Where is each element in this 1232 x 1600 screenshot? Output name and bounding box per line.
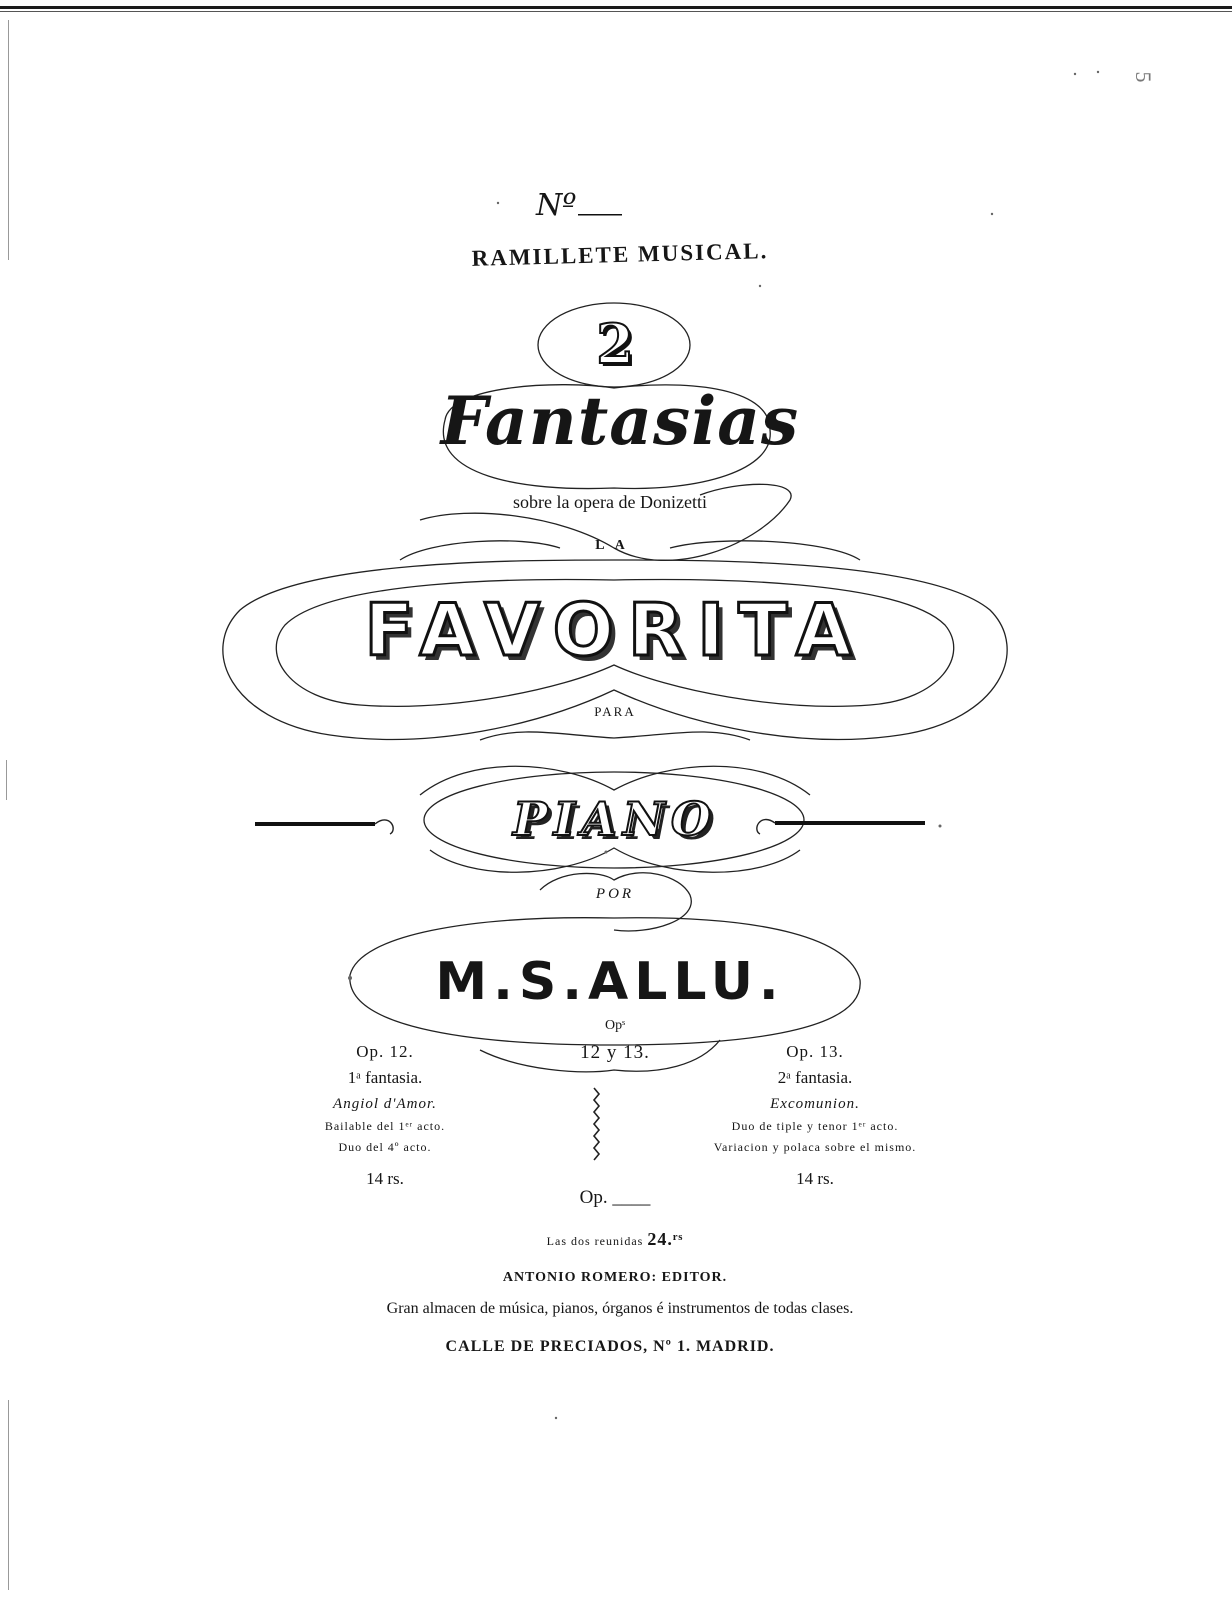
work-kind-title: Fantasias xyxy=(440,382,800,460)
opera-title: FAVORITA xyxy=(364,588,866,672)
right-line-2: Variacion y polaca sobre el mismo. xyxy=(713,1140,917,1154)
para-label: PARA xyxy=(594,704,636,719)
piano-scroll xyxy=(420,766,810,795)
left-price: 14 rs. xyxy=(366,1169,404,1188)
zigzag-divider xyxy=(594,1088,599,1160)
left-opus: Op. 12. xyxy=(356,1042,414,1061)
right-price: 14 rs. xyxy=(796,1169,834,1188)
opus-label: Opˢ xyxy=(604,1018,626,1033)
left-line-1: Bailable del 1ᵉʳ acto. xyxy=(324,1119,446,1133)
right-title: Excomunion. xyxy=(770,1096,860,1112)
shop-description: Gran almacen de música, pianos, órganos é instrumentos de todas clases. xyxy=(386,1300,854,1317)
instrument-title: PIANO xyxy=(513,792,717,846)
composer-name: M.S.ALLU. xyxy=(435,952,785,1012)
left-fantasia: 1ᵃ fantasia. xyxy=(347,1068,423,1087)
por-label: POR xyxy=(595,886,635,902)
number-label: Nº xyxy=(536,188,577,223)
banner-flourish xyxy=(480,732,750,740)
right-rule xyxy=(775,821,925,825)
page-mark: 5 xyxy=(1131,71,1156,83)
opus-blank-label: Op. xyxy=(579,1187,608,1208)
left-title: Angiol d'Amor. xyxy=(333,1096,437,1112)
combined-price-value: 24.ʳˢ xyxy=(647,1229,684,1249)
left-line-2: Duo del 4º acto. xyxy=(338,1140,432,1154)
right-line-1: Duo de tiple y tenor 1ᵉʳ acto. xyxy=(731,1119,899,1133)
opus-numbers: 12 y 13. xyxy=(580,1042,650,1063)
opus-blank: Op. ____ xyxy=(579,1187,651,1208)
series-title: RAMILLETE MUSICAL. xyxy=(471,238,769,271)
publisher: ANTONIO ROMERO: EDITOR. xyxy=(502,1270,728,1285)
right-opus: Op. 13. xyxy=(786,1042,844,1061)
right-work-block xyxy=(700,1042,930,1189)
subtitle: sobre la opera de Donizetti xyxy=(513,492,707,512)
left-work-block xyxy=(270,1042,500,1189)
combined-price xyxy=(460,1229,770,1250)
left-rule-curl xyxy=(375,820,393,834)
left-rule xyxy=(255,822,375,826)
fantasia-count: 2 xyxy=(596,312,634,376)
opera-article: LA xyxy=(595,538,635,553)
combined-price-label: Las dos reunidas xyxy=(546,1234,644,1248)
address: CALLE DE PRECIADOS, Nº 1. MADRID. xyxy=(445,1338,775,1355)
right-fantasia: 2ᵃ fantasia. xyxy=(777,1068,853,1087)
